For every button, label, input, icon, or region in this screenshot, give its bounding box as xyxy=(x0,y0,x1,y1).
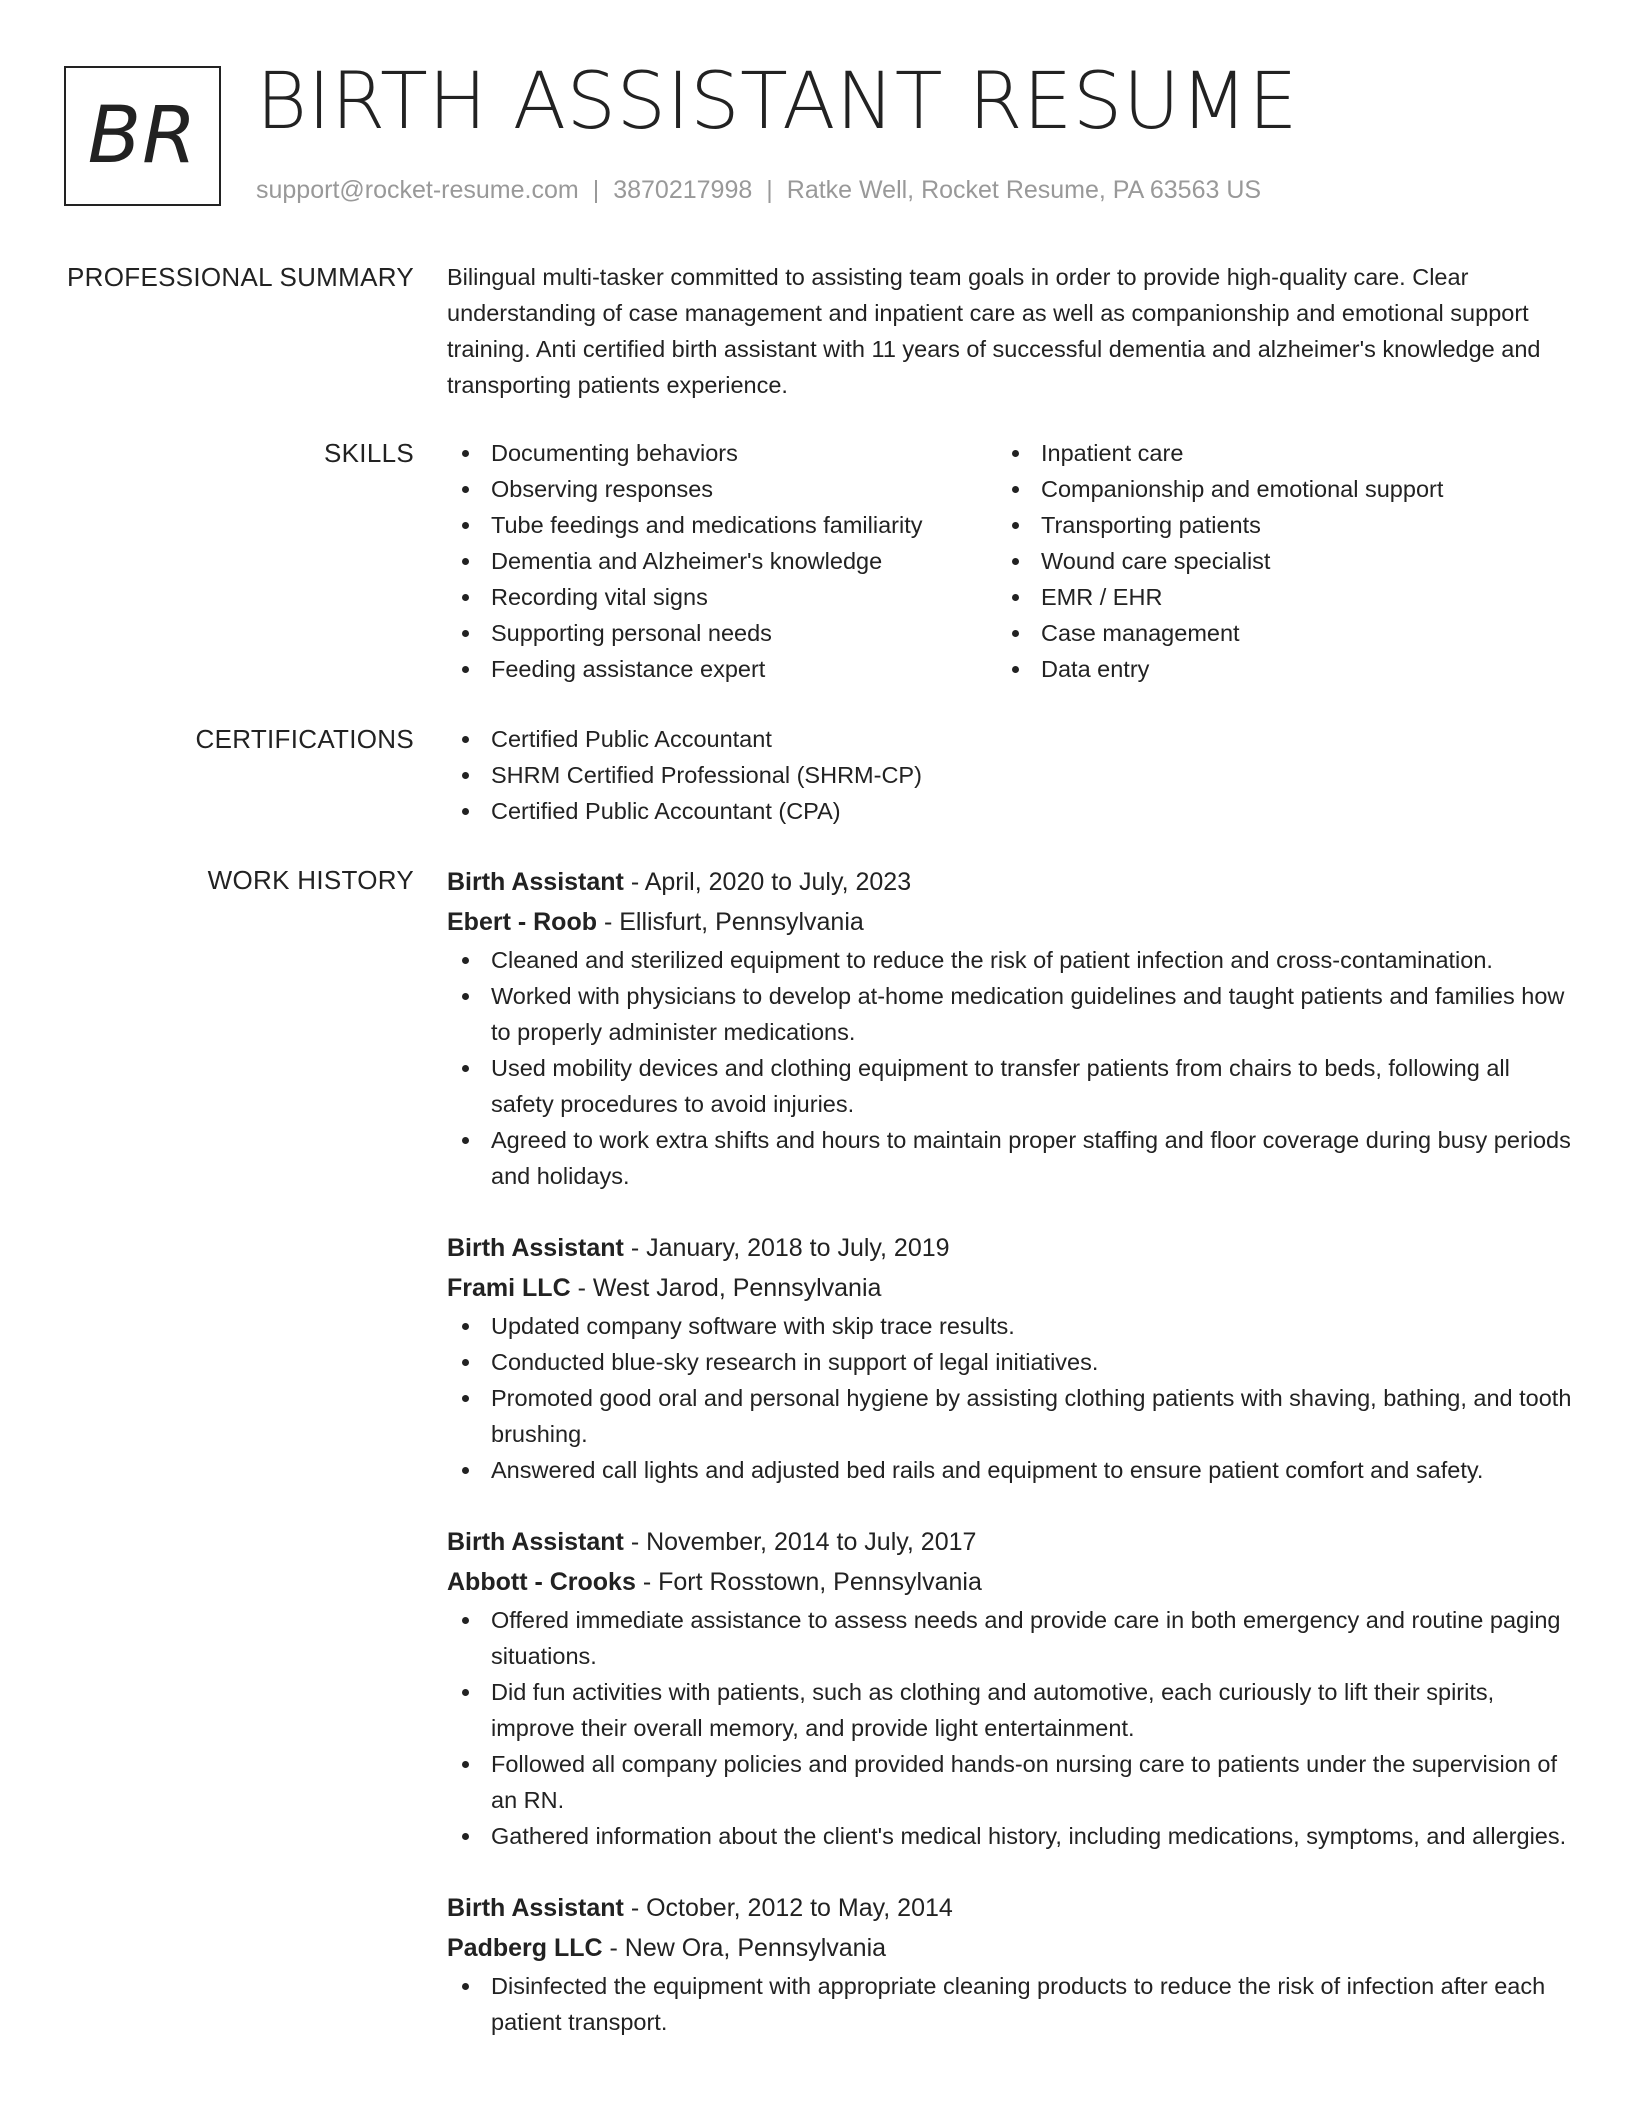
list-item-text: Observing responses xyxy=(491,476,714,502)
bullet-dot-icon xyxy=(462,1323,469,1330)
list-item xyxy=(447,1746,1572,1818)
bullet-dot-icon xyxy=(462,666,469,673)
list-item-text: Worked with physicians to develop at-home medication guidelines and taught patients and families how to properly administer medications. xyxy=(491,983,1565,1045)
list-item xyxy=(447,942,1572,978)
list-item-text: Tube feedings and medications familiarity xyxy=(491,512,923,538)
section-heading-summary: PROFESSIONAL SUMMARY xyxy=(67,262,414,292)
bullet-dot-icon xyxy=(462,1833,469,1840)
bullet-dot-icon xyxy=(462,1359,469,1366)
section-heading-certifications: CERTIFICATIONS xyxy=(195,724,414,754)
bullet-dot-icon xyxy=(462,736,469,743)
section-heading-skills: SKILLS xyxy=(324,438,414,468)
list-item xyxy=(997,471,1572,507)
job-location: - Ellisfurt, Pennsylvania xyxy=(597,908,864,936)
list-item-text: Updated company software with skip trace results. xyxy=(491,1313,1015,1339)
job-duties-list xyxy=(447,1308,1572,1488)
list-item xyxy=(447,721,1572,757)
skills-column-2 xyxy=(997,435,1572,687)
list-item xyxy=(447,651,997,687)
job-entry xyxy=(447,1228,1572,1488)
list-item-text: SHRM Certified Professional (SHRM-CP) xyxy=(491,762,922,788)
bullet-dot-icon xyxy=(462,957,469,964)
bullet-dot-icon xyxy=(462,558,469,565)
list-item-text: Feeding assistance expert xyxy=(491,656,766,682)
job-dates: - April, 2020 to July, 2023 xyxy=(623,868,912,896)
skills-column-1 xyxy=(447,435,997,687)
list-item xyxy=(447,1602,1572,1674)
bullet-dot-icon xyxy=(462,1467,469,1474)
list-item xyxy=(997,579,1572,615)
bullet-dot-icon xyxy=(462,450,469,457)
resume-title: BIRTH ASSISTANT RESUME xyxy=(256,57,1298,147)
list-item-text: Data entry xyxy=(1041,656,1150,682)
list-item xyxy=(447,1674,1572,1746)
list-item xyxy=(447,1308,1572,1344)
list-item xyxy=(997,543,1572,579)
list-item-text: Supporting personal needs xyxy=(491,620,772,646)
summary-text: Bilingual multi-tasker committed to assisting team goals in order to provide high-quality care. Clear understanding of case management and inpatient care as well as companionship and emotional support training. Anti certified birth assistant with 11 years of successful dementia and alzheimer's knowledge and transporting patients experience. xyxy=(447,264,1541,398)
contact-address: Ratke Well, Rocket Resume, PA 63563 US xyxy=(786,176,1262,204)
list-item xyxy=(997,615,1572,651)
list-item xyxy=(997,651,1572,687)
bullet-dot-icon xyxy=(462,594,469,601)
certifications-body xyxy=(447,721,1572,829)
skills-body xyxy=(447,435,1572,687)
list-item-text: Inpatient care xyxy=(1041,440,1184,466)
section-heading-work-history: WORK HISTORY xyxy=(207,865,414,895)
job-dates: - January, 2018 to July, 2019 xyxy=(623,1234,950,1262)
list-item-text: Used mobility devices and clothing equipment to transfer patients from chairs to beds, following all safety procedures to avoid injuries. xyxy=(491,1055,1510,1117)
monogram-logo xyxy=(64,66,221,206)
list-item-text: Answered call lights and adjusted bed rails and equipment to ensure patient comfort and safety. xyxy=(491,1457,1484,1483)
job-company-line xyxy=(447,902,1572,942)
bullet-dot-icon xyxy=(1012,630,1019,637)
certifications-list xyxy=(447,721,1572,829)
contact-separator: | xyxy=(766,176,773,204)
bullet-dot-icon xyxy=(462,522,469,529)
list-item xyxy=(447,507,997,543)
contact-separator: | xyxy=(592,176,600,204)
list-item-text: Certified Public Accountant (CPA) xyxy=(491,798,841,824)
bullet-dot-icon xyxy=(462,1983,469,1990)
list-item-text: Certified Public Accountant xyxy=(491,726,772,752)
list-item xyxy=(997,435,1572,471)
bullet-dot-icon xyxy=(462,1617,469,1624)
bullet-dot-icon xyxy=(462,993,469,1000)
job-location: - West Jarod, Pennsylvania xyxy=(570,1274,882,1302)
job-company: Ebert - Roob xyxy=(447,908,597,936)
list-item xyxy=(447,1344,1572,1380)
list-item-text: Documenting behaviors xyxy=(491,440,738,466)
list-item xyxy=(447,1968,1572,2040)
list-item-text: Agreed to work extra shifts and hours to maintain proper staffing and floor coverage during busy periods and holidays. xyxy=(491,1127,1571,1189)
list-item xyxy=(447,757,1572,793)
job-location: - Fort Rosstown, Pennsylvania xyxy=(635,1568,982,1596)
list-item xyxy=(447,579,997,615)
job-duties-list xyxy=(447,1968,1572,2040)
job-duties-list xyxy=(447,1602,1572,1854)
list-item-text: Wound care specialist xyxy=(1041,548,1271,574)
job-dates: - November, 2014 to July, 2017 xyxy=(623,1528,977,1556)
bullet-dot-icon xyxy=(462,808,469,815)
bullet-dot-icon xyxy=(462,630,469,637)
list-item xyxy=(997,507,1572,543)
bullet-dot-icon xyxy=(1012,594,1019,601)
list-item-text: Recording vital signs xyxy=(491,584,708,610)
list-item-text: Promoted good oral and personal hygiene by assisting clothing patients with shaving, bathing, and tooth brushing. xyxy=(491,1385,1572,1447)
list-item xyxy=(447,1452,1572,1488)
list-item-text: Companionship and emotional support xyxy=(1041,476,1444,502)
job-title: Birth Assistant xyxy=(447,1528,624,1556)
job-title: Birth Assistant xyxy=(447,1894,624,1922)
job-title-line xyxy=(447,1888,1572,1928)
bullet-dot-icon xyxy=(462,1065,469,1072)
monogram-initials: BR xyxy=(87,91,198,181)
list-item-text: EMR / EHR xyxy=(1041,584,1163,610)
bullet-dot-icon xyxy=(462,1689,469,1696)
job-company-line xyxy=(447,1928,1572,1968)
job-title: Birth Assistant xyxy=(447,1234,624,1262)
contact-phone[interactable]: 3870217998 xyxy=(613,176,753,204)
bullet-dot-icon xyxy=(462,1761,469,1768)
contact-line xyxy=(256,174,1261,206)
bullet-dot-icon xyxy=(1012,450,1019,457)
job-company-line xyxy=(447,1562,1572,1602)
bullet-dot-icon xyxy=(462,772,469,779)
job-duties-list xyxy=(447,942,1572,1194)
list-item-text: Transporting patients xyxy=(1041,512,1261,538)
list-item-text: Followed all company policies and provided hands-on nursing care to patients under the supervision of an RN. xyxy=(491,1751,1557,1813)
list-item xyxy=(447,543,997,579)
bullet-dot-icon xyxy=(462,1395,469,1402)
list-item-text: Conducted blue-sky research in support of legal initiatives. xyxy=(491,1349,1099,1375)
list-item-text: Case management xyxy=(1041,620,1240,646)
list-item xyxy=(447,1818,1572,1854)
job-title-line xyxy=(447,862,1572,902)
list-item xyxy=(447,793,1572,829)
job-company: Padberg LLC xyxy=(447,1934,603,1962)
bullet-dot-icon xyxy=(1012,486,1019,493)
list-item-text: Dementia and Alzheimer's knowledge xyxy=(491,548,883,574)
list-item xyxy=(447,435,997,471)
job-company: Abbott - Crooks xyxy=(447,1568,636,1596)
contact-email[interactable]: support@rocket-resume.com xyxy=(256,176,579,204)
bullet-dot-icon xyxy=(462,486,469,493)
bullet-dot-icon xyxy=(1012,522,1019,529)
list-item xyxy=(447,978,1572,1050)
bullet-dot-icon xyxy=(1012,666,1019,673)
list-item xyxy=(447,1122,1572,1194)
list-item xyxy=(447,615,997,651)
list-item xyxy=(447,1380,1572,1452)
summary-body xyxy=(447,259,1572,403)
list-item xyxy=(447,471,997,507)
bullet-dot-icon xyxy=(1012,558,1019,565)
list-item-text: Offered immediate assistance to assess needs and provide care in both emergency and routine paging situations. xyxy=(491,1607,1561,1669)
job-title-line xyxy=(447,1522,1572,1562)
job-entry xyxy=(447,1888,1572,2040)
job-dates: - October, 2012 to May, 2014 xyxy=(623,1894,953,1922)
job-location: - New Ora, Pennsylvania xyxy=(602,1934,887,1962)
job-company: Frami LLC xyxy=(447,1274,571,1302)
list-item-text: Disinfected the equipment with appropriate cleaning products to reduce the risk of infection after each patient transport. xyxy=(491,1973,1546,2035)
bullet-dot-icon xyxy=(462,1137,469,1144)
job-company-line xyxy=(447,1268,1572,1308)
job-entry xyxy=(447,1522,1572,1854)
list-item-text: Gathered information about the client's medical history, including medications, symptoms, and allergies. xyxy=(491,1823,1567,1849)
job-title: Birth Assistant xyxy=(447,868,624,896)
list-item-text: Cleaned and sterilized equipment to reduce the risk of patient infection and cross-contamination. xyxy=(491,947,1493,973)
list-item-text: Did fun activities with patients, such as clothing and automotive, each curiously to lift their spirits, improve their overall memory, and provide light entertainment. xyxy=(491,1679,1495,1741)
work-history-body xyxy=(447,862,1572,2074)
job-title-line xyxy=(447,1228,1572,1268)
job-entry xyxy=(447,862,1572,1194)
list-item xyxy=(447,1050,1572,1122)
